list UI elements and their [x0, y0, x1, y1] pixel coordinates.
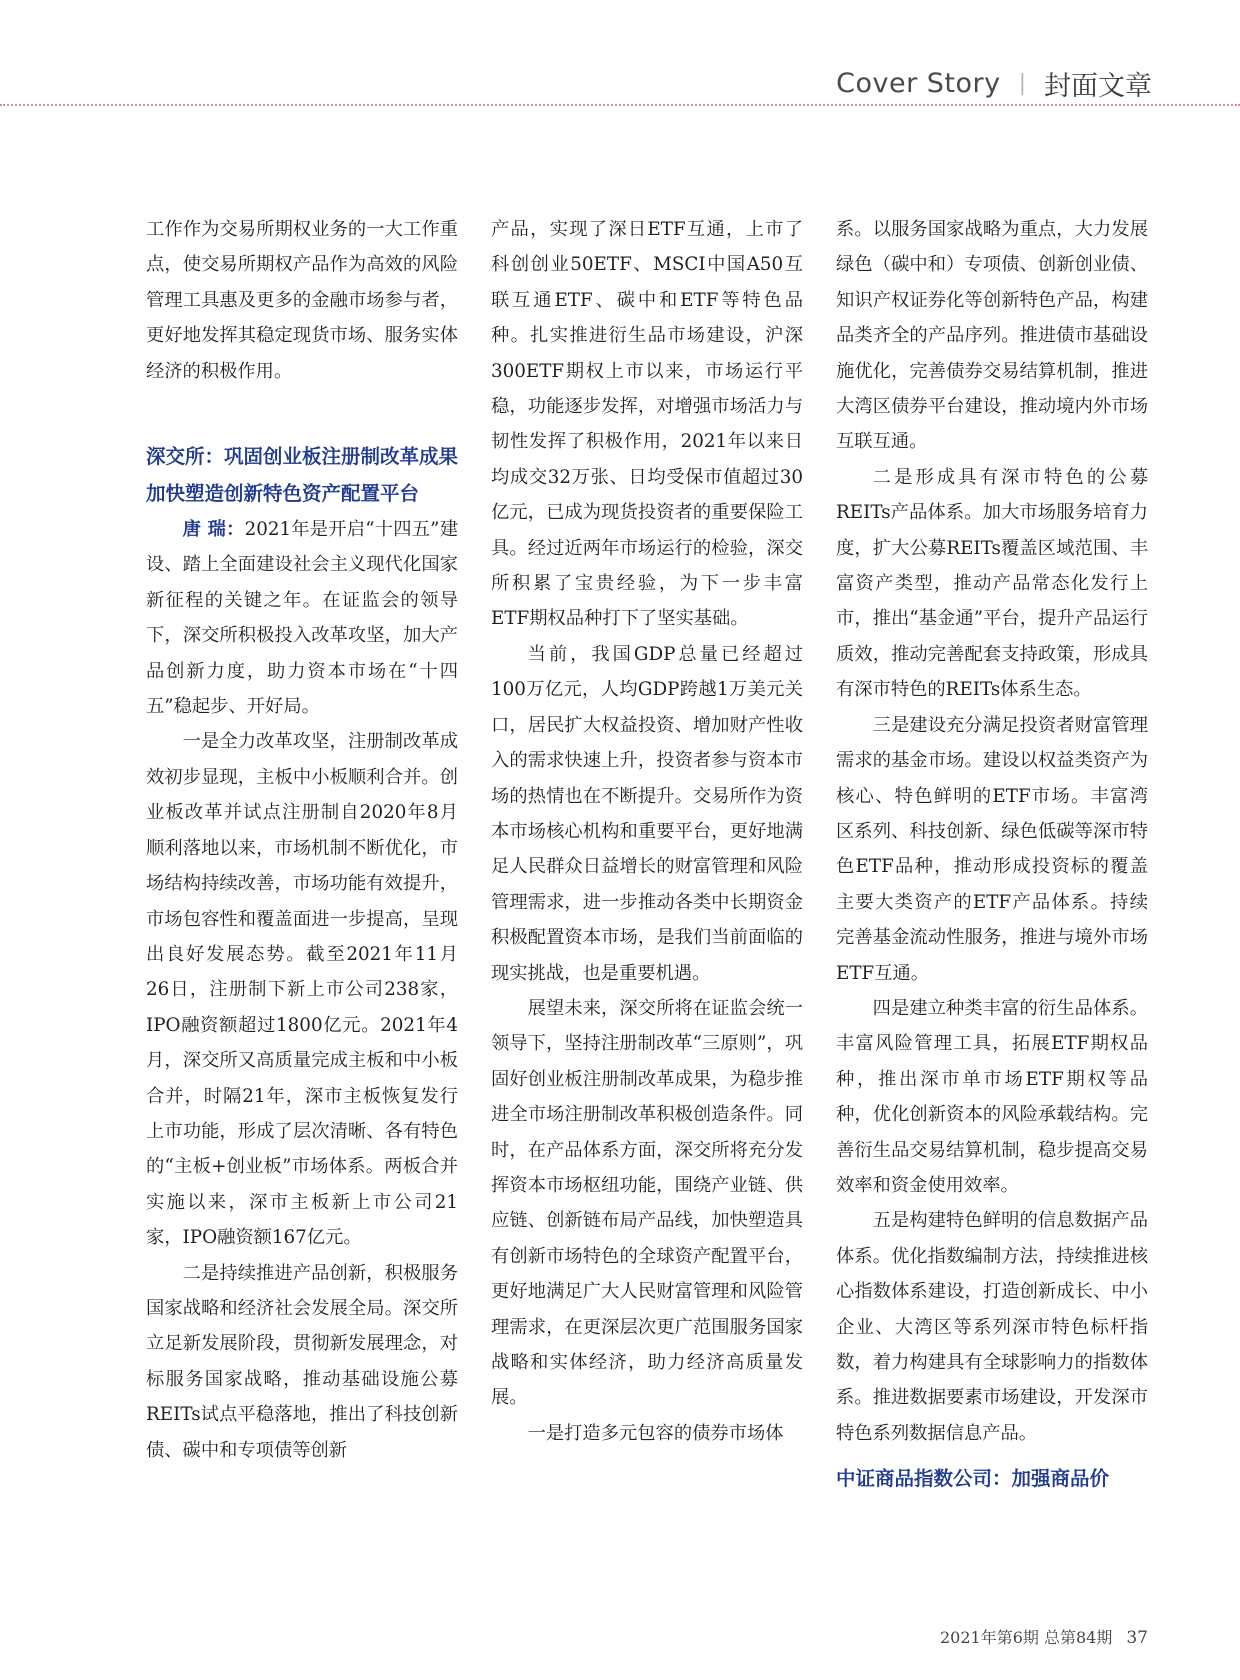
paragraph: 五是构建特色鲜明的信息数据产品体系。优化指数编制方法，持续推进核心指数体系建设，打造创新成长、中小企业、大湾区等系列深市特色标杆指数，着力构建具有全球影响力的指数体系。推进数据要素市场建设，开发深市特色系列数据信息产品。	[836, 1210, 1148, 1444]
paragraph: 二是形成具有深市特色的公募REITs产品体系。加大市场服务培育力度，扩大公募REITs覆盖区域范围、丰富资产类型，推动产品常态化发行上市，推出“基金通”平台，提升产品运行质效，推动完善配套支持政策，形成具有深市特色的REITs体系生态。	[836, 466, 1148, 701]
header-separator: |	[1018, 71, 1026, 96]
paragraph: 展望未来，深交所将在证监会统一领导下，坚持注册制改革“三原则”，巩固好创业板注册制改革成果，为稳步推进全市场注册制改革积极创造条件。同时，在产品体系方面，深交所将充分发挥资本市场枢纽功能，围绕产业链、供应链、创新链布局产品线，加快塑造具有创新市场特色的全球资产配置平台，更好地满足广大人民财富管理和风险管理需求，在更深层次更广范围服务国家战略和实体经济，助力经济高质量发展。	[491, 997, 803, 1409]
paragraph: 三是建设充分满足投资者财富管理需求的基金市场。建设以权益类资产为核心、特色鲜明的ETF市场。丰富湾区系列、科技创新、绿色低碳等深市特色ETF品种，推动形成投资标的覆盖主要大类资产的ETF产品体系。持续完善基金流动性服务，推进与境外市场ETF互通。	[836, 714, 1148, 984]
issue-info: 2021年第6期 总第84期	[940, 1628, 1113, 1647]
speaker-text: 2021年是开启“十四五”建设、踏上全面建设社会主义现代化国家新征程的关键之年。在证监会的领导下，深交所积极投入改革攻坚，加大产品创新力度，助力资本市场在“十四五”稳起步、开好局。	[146, 519, 459, 718]
paragraph: 一是打造多元包容的债券市场体	[527, 1422, 784, 1444]
page-footer	[940, 1625, 1148, 1648]
speaker-name: 唐 瑞：	[182, 519, 245, 541]
paragraph: 系。以服务国家战略为重点，大力发展绿色（碳中和）专项债、创新创业债、知识产权证券化等创新特色产品，构建品类齐全的产品序列。推进债市基础设施优化，完善债券交易结算机制，推进大湾区债券平台建设，推动境内外市场互联互通。	[836, 219, 1148, 453]
paragraph: 一是全力改革攻坚，注册制改革成效初步显现，主板中小板顺利合并。创业板改革并试点注册制自2020年8月顺利落地以来，市场机制不断优化，市场结构持续改善，市场功能有效提升，市场包容性和覆盖面进一步提高，呈现出良好发展态势。截至2021年11月26日，注册制下新上市公司238家，IPO融资额超过1800亿元。2021年4月，深交所又高质量完成主板和中小板合并，时隔21年，深市主板恢复发行上市功能，形成了层次清晰、各有特色的“主板+创业板”市场体系。两板合并实施以来，深市主板新上市公司21家，IPO融资额167亿元。	[146, 731, 458, 1249]
running-header	[836, 64, 1152, 103]
paragraph: 四是建立种类丰富的衍生品体系。丰富风险管理工具，拓展ETF期权品种，推出深市单市场ETF期权等品种，优化创新资本的风险承载结构。完善衍生品交易结算机制，稳步提高交易效率和资金使用效率。	[836, 997, 1148, 1196]
paragraph: 二是持续推进产品创新，积极服务国家战略和经济社会发展全局。深交所立足新发展阶段，贯彻新发展理念，对标服务国家战略，推动基础设施公募REITs试点平稳落地，推出了科技创新债、碳中和专项债等创新	[146, 1262, 458, 1461]
header-dotted-rule	[0, 104, 1240, 106]
section-heading-szse: 深交所：巩固创业板注册制改革成果 加快塑造创新特色资产配置平台	[146, 445, 459, 505]
paragraph-speaker-intro	[146, 512, 458, 724]
paragraph: 工作作为交易所期权业务的一大工作重点，使交易所期权产品作为高效的风险管理工具惠及更多的金融市场参与者，更好地发挥其稳定现货市场、服务实体经济的积极作用。	[146, 219, 458, 382]
text-column-3	[836, 212, 1148, 1498]
page-number: 37	[1126, 1628, 1148, 1648]
text-column-2	[491, 212, 803, 1451]
section-name-en: Cover Story	[836, 68, 1001, 99]
text-column-1	[146, 212, 458, 1468]
section-name-zh: 封面文章	[1044, 71, 1152, 102]
paragraph: 产品，实现了深日ETF互通，上市了科创创业50ETF、MSCI中国A50互联互通ETF、碳中和ETF等特色品种。扎实推进衍生品市场建设，沪深300ETF期权上市以来，市场运行平稳，功能逐步发挥，对增强市场活力与韧性发挥了积极作用，2021年以来日均成交32万张、日均受保市值超过30亿元，已成为现货投资者的重要保险工具。经过近两年市场运行的检验，深交所积累了宝贵经验，为下一步丰富ETF期权品种打下了坚实基础。	[491, 219, 803, 630]
section-heading-csi-commodity: 中证商品指数公司：加强商品价	[836, 1467, 1110, 1491]
paragraph: 当前，我国GDP总量已经超过100万亿元，人均GDP跨越1万美元关口，居民扩大权益投资、增加财产性收入的需求快速上升，投资者参与资本市场的热情也在不断提升。交易所作为资本市场核心机构和重要平台，更好地满足人民群众日益增长的财富管理和风险管理需求，进一步推动各类中长期资金积极配置资本市场，是我们当前面临的现实挑战，也是重要机遇。	[491, 643, 803, 984]
section-gap	[146, 389, 458, 431]
